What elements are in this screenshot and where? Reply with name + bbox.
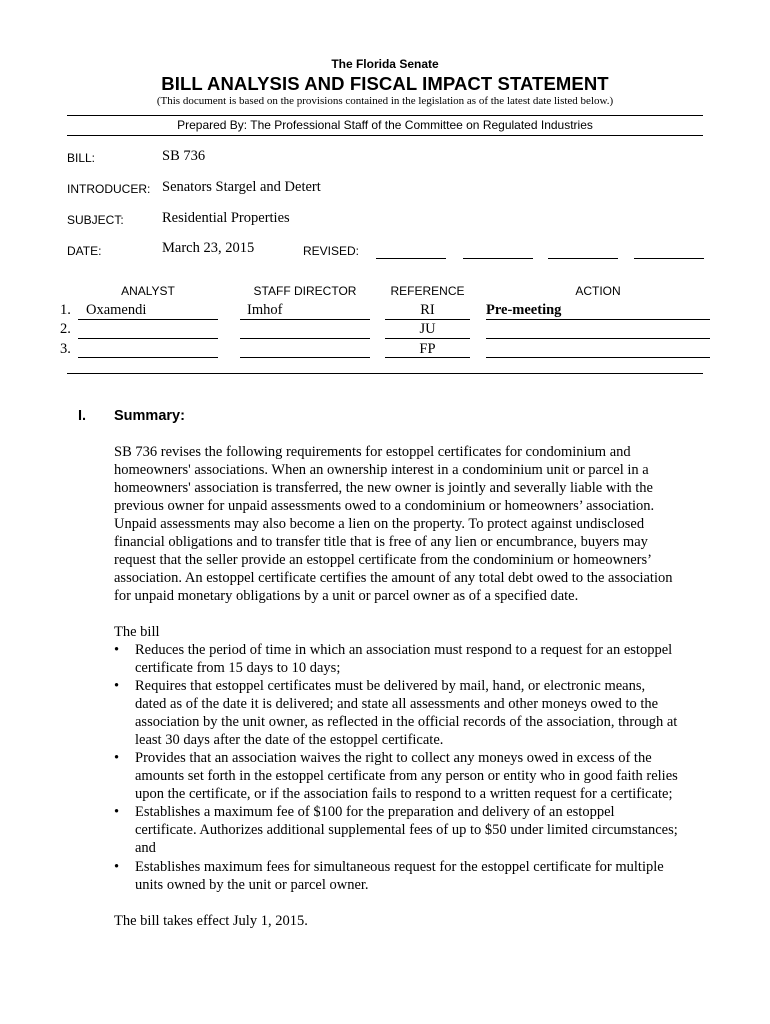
header-rule-bottom <box>67 135 703 136</box>
paragraph-line: homeowners' association is transferred, the new owner is jointly and severally liable with the <box>114 480 653 496</box>
reference-cell: JU <box>419 321 436 337</box>
bill-intro: The bill <box>114 624 160 640</box>
row-number: 3. <box>60 341 71 357</box>
bullet-item <box>135 677 725 749</box>
bullet-marker: • <box>114 678 120 694</box>
bullet-marker: • <box>114 642 120 658</box>
row-underline <box>486 338 710 339</box>
bullet-item <box>135 749 725 803</box>
bullet-item <box>135 858 725 894</box>
reference-cell: FP <box>419 341 436 357</box>
bullet-line: certificate from 15 days to 10 days; <box>135 660 341 676</box>
row-underline <box>240 319 370 320</box>
bullet-item <box>135 641 725 677</box>
bullet-line: units owned by the unit or parcel owner. <box>135 877 369 893</box>
bullet-line: Reduces the period of time in which an association must respond to a request for an estoppel <box>135 642 673 658</box>
paragraph-line: Unpaid assessments may also become a lien on the property. To protect against undisclosed <box>114 516 645 532</box>
section-number: I. <box>78 408 87 424</box>
date-value: March 23, 2015 <box>162 240 255 256</box>
section-title: Summary: <box>114 408 185 424</box>
bullet-line: Establishes a maximum fee of $100 for the preparation and delivery of an estoppel <box>135 804 615 820</box>
paragraph-line: for unpaid monetary obligations by a unit or parcel owner as of a specified date. <box>114 588 579 604</box>
paragraph-line: previous owner for unpaid assessments owed to a condominium or homeowners’ association. <box>114 498 655 514</box>
paragraph-line: association. An estoppel certificate certifies the amount of any total debt owed to the association <box>114 570 673 586</box>
paragraph-line: SB 736 revises the following requirements for estoppel certificates for condominium and <box>114 444 631 460</box>
row-underline <box>385 319 470 320</box>
row-number: 1. <box>60 302 71 318</box>
row-underline <box>240 338 370 339</box>
bullet-marker: • <box>114 804 120 820</box>
header-rule-top <box>67 115 703 116</box>
row-underline <box>78 357 218 358</box>
bullet-line: amounts set forth in the estoppel certificate from any person or entity who in good faith relies <box>135 768 678 784</box>
bullet-line: dated as of the date it is delivered; and state all assessments and other moneys owed to the <box>135 696 659 712</box>
column-header-staff-director: STAFF DIRECTOR <box>253 284 357 298</box>
bullet-item <box>135 803 725 857</box>
bullet-line: least 30 days after the date of the estoppel certificate. <box>135 732 444 748</box>
action-cell: Pre-meeting <box>486 302 562 318</box>
paragraph-line: request that the seller provide an estoppel certificate from the condominium or homeowners’ <box>114 552 652 568</box>
row-underline <box>385 338 470 339</box>
date-label: DATE: <box>67 244 102 258</box>
bullet-line: Requires that estoppel certificates must be delivered by mail, hand, or electronic means, <box>135 678 646 694</box>
bullet-line: Provides that an association waives the right to collect any moneys owed in excess of the <box>135 750 652 766</box>
row-number: 2. <box>60 321 71 337</box>
bullet-line: Establishes maximum fees for simultaneous request for the estoppel certificate for multiple <box>135 859 664 875</box>
column-header-analyst: ANALYST <box>121 284 175 298</box>
document-subtitle: (This document is based on the provisions contained in the legislation as of the latest date listed below.) <box>156 95 614 107</box>
summary-paragraph <box>114 443 714 605</box>
paragraph-line: financial obligations and to transfer title that is free of any lien or encumbrance, buyers may <box>114 534 648 550</box>
row-underline <box>78 338 218 339</box>
paragraph-line: homeowners' associations. When an ownership interest in a condominium unit or parcel in a <box>114 462 649 478</box>
bullet-line: association by the unit owner, as reflected in the official records of the association, through at <box>135 714 678 730</box>
bullet-line: and <box>135 840 156 856</box>
column-header-action: ACTION <box>575 284 621 298</box>
row-underline <box>78 319 218 320</box>
row-underline <box>486 319 710 320</box>
section-divider <box>67 373 703 374</box>
introducer-value: Senators Stargel and Detert <box>162 179 321 195</box>
revised-blank <box>463 258 533 259</box>
row-underline <box>240 357 370 358</box>
bullet-marker: • <box>114 859 120 875</box>
row-underline <box>486 357 710 358</box>
bullet-line: certificate. Authorizes additional supplemental fees of up to $50 under limited circumstances; <box>135 822 678 838</box>
row-underline <box>385 357 470 358</box>
subject-label: SUBJECT: <box>67 213 124 227</box>
column-header-reference: REFERENCE <box>390 284 465 298</box>
revised-blank <box>376 258 446 259</box>
document-title: BILL ANALYSIS AND FISCAL IMPACT STATEMENT <box>161 73 609 94</box>
bill-value: SB 736 <box>162 148 206 164</box>
analyst-cell: Oxamendi <box>86 302 147 318</box>
revised-blank <box>634 258 704 259</box>
senate-heading: The Florida Senate <box>331 57 439 71</box>
bullet-line: upon the certificate, or if the association fails to respond to a written request for a certificate; <box>135 786 673 802</box>
prepared-by: Prepared By: The Professional Staff of the Committee on Regulated Industries <box>177 118 593 132</box>
subject-value: Residential Properties <box>162 210 290 226</box>
bill-label: BILL: <box>67 151 96 165</box>
staff-director-cell: Imhof <box>247 302 283 318</box>
revised-label: REVISED: <box>303 244 360 258</box>
effective-date: The bill takes effect July 1, 2015. <box>114 913 308 929</box>
reference-cell: RI <box>420 302 435 318</box>
revised-blank <box>548 258 618 259</box>
bullet-marker: • <box>114 750 120 766</box>
introducer-label: INTRODUCER: <box>67 182 151 196</box>
